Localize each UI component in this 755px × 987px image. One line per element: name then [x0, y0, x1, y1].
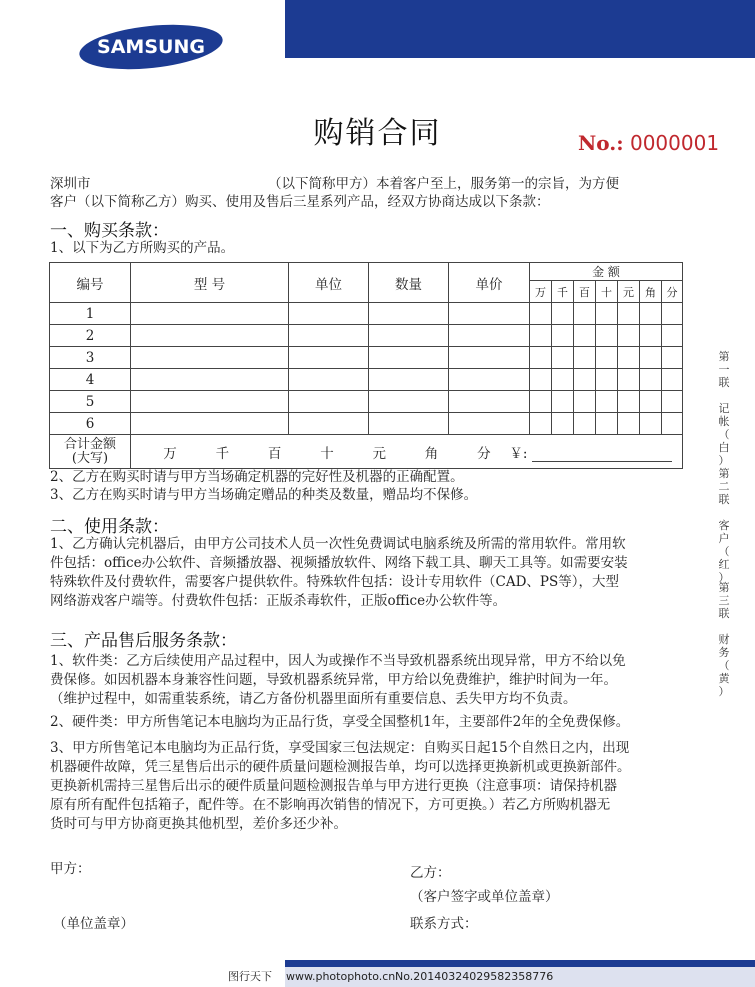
section3-line: 原有所有配件包括箱子，配件等。在不影响再次销售的情况下，方可更换。）若乙方所购机器无: [50, 797, 611, 813]
party-b-label: 乙方：: [410, 865, 451, 881]
amount-cell[interactable]: [574, 347, 596, 369]
section2-body: [50, 535, 628, 611]
row-number: 2: [50, 325, 131, 347]
amount-cell[interactable]: [618, 369, 640, 391]
intro-city: 深圳市: [50, 176, 91, 192]
section3-line: 货时可与甲方协商更换其他机型，差价多还少补。: [50, 816, 347, 832]
section2-line: 件包括：office办公软件、音频播放器、视频播放软件、网络下载工具、聊天工具等。如需要安装: [50, 555, 628, 571]
total-unit: 元: [372, 445, 386, 462]
amount-cell[interactable]: [662, 347, 683, 369]
amount-unit: 角: [640, 281, 662, 303]
amount-cell[interactable]: [662, 369, 683, 391]
section3-line: 1、软件类：乙方后续使用产品过程中，因人为或操作不当导致机器系统出现异常，甲方不给以免: [50, 653, 626, 669]
price-cell[interactable]: [449, 369, 530, 391]
section1-item2: 2、乙方在购买时请与甲方当场确定机器的完好性及机器的正确配置。: [50, 469, 464, 485]
col-header-price: 单价: [449, 263, 530, 303]
unit-cell[interactable]: [289, 325, 369, 347]
amount-cell[interactable]: [530, 391, 552, 413]
unit-cell[interactable]: [289, 369, 369, 391]
col-header-amount: 金 额: [530, 263, 683, 281]
amount-cell[interactable]: [640, 303, 662, 325]
amount-unit: 十: [596, 281, 618, 303]
table-row: [50, 413, 683, 435]
product-table: [49, 262, 683, 469]
unit-cell[interactable]: [289, 391, 369, 413]
amount-cell[interactable]: [662, 303, 683, 325]
table-row: [50, 303, 683, 325]
price-cell[interactable]: [449, 347, 530, 369]
amount-cell[interactable]: [552, 413, 574, 435]
contract-number: [578, 131, 719, 155]
watermark-site: www.photophoto.cn: [286, 970, 396, 983]
row-number: 3: [50, 347, 131, 369]
section3-line: 更换新机需持三星售后出示的硬件质量问题检测报告单与甲方进行更换（注意事项：请保持机器: [50, 778, 617, 794]
party-a-label: 甲方：: [50, 861, 91, 877]
amount-cell[interactable]: [618, 413, 640, 435]
row-number: 1: [50, 303, 131, 325]
amount-cell[interactable]: [596, 413, 618, 435]
side-note-copy3: 第 三 联 财 务 （ 黄 ）: [718, 581, 730, 698]
amount-cell[interactable]: [530, 347, 552, 369]
amount-cell[interactable]: [596, 325, 618, 347]
customer-sign-label: （客户签字或单位盖章）: [410, 889, 559, 905]
price-cell[interactable]: [449, 325, 530, 347]
price-cell[interactable]: [449, 413, 530, 435]
unit-cell[interactable]: [289, 303, 369, 325]
amount-cell[interactable]: [640, 413, 662, 435]
amount-unit: 分: [662, 281, 683, 303]
amount-cell[interactable]: [530, 325, 552, 347]
number-value: 0000001: [629, 131, 720, 155]
model-cell[interactable]: [131, 325, 289, 347]
amount-unit: 万: [530, 281, 552, 303]
watermark-brand: 图行天下: [228, 970, 272, 983]
section3-line: （维护过程中，如需重装系统，请乙方备份机器里面所有重要信息、丢失甲方均不负责。: [50, 691, 577, 707]
watermark-strip: [0, 967, 755, 987]
contact-label: 联系方式：: [410, 916, 478, 932]
quantity-cell[interactable]: [369, 303, 449, 325]
amount-cell[interactable]: [662, 325, 683, 347]
amount-cell[interactable]: [618, 325, 640, 347]
amount-cell[interactable]: [574, 369, 596, 391]
samsung-logo: [78, 24, 224, 70]
section1-item3: 3、乙方在购买时请与甲方当场确定赠品的种类及数量，赠品均不保修。: [50, 487, 478, 503]
section2-line: 特殊软件及付费软件，需要客户提供软件。特殊软件包括：设计专用软件（CAD、PS等），大型: [50, 574, 619, 590]
amount-cell[interactable]: [574, 391, 596, 413]
amount-cell[interactable]: [530, 413, 552, 435]
total-amount-cell[interactable]: [131, 435, 683, 469]
amount-unit: 千: [552, 281, 574, 303]
section2-heading: 二、使用条款：: [50, 517, 169, 537]
amount-cell[interactable]: [618, 391, 640, 413]
amount-cell[interactable]: [596, 369, 618, 391]
section3-line: 3、甲方所售笔记本电脑均为正品行货，享受国家三包法规定：自购买日起15个自然日之内，出现: [50, 740, 630, 756]
quantity-cell[interactable]: [369, 413, 449, 435]
amount-cell[interactable]: [574, 303, 596, 325]
amount-cell[interactable]: [640, 347, 662, 369]
row-number: 6: [50, 413, 131, 435]
amount-cell[interactable]: [640, 325, 662, 347]
section3-p2: 2、硬件类：甲方所售笔记本电脑均为正品行货，享受全国整机1年，主要部件2年的全免费保修。: [50, 714, 630, 730]
table-row: [50, 347, 683, 369]
number-label: No.:: [578, 131, 624, 155]
total-unit: 角: [424, 445, 439, 462]
section3-p3: [50, 739, 631, 834]
section3-heading: 三、产品售后服务条款：: [50, 631, 237, 651]
intro-line1: （以下简称甲方）本着客户至上，服务第一的宗旨，为方便: [268, 176, 619, 192]
amount-cell[interactable]: [552, 391, 574, 413]
document-title: 购销合同: [313, 116, 442, 151]
total-label: [50, 435, 131, 469]
total-unit: 万: [163, 445, 177, 462]
amount-cell[interactable]: [618, 303, 640, 325]
quantity-cell[interactable]: [369, 369, 449, 391]
amount-cell[interactable]: [552, 303, 574, 325]
total-unit: 十: [320, 445, 334, 462]
model-cell[interactable]: [131, 347, 289, 369]
total-label-line2: (大写): [71, 450, 109, 466]
col-header-quantity: 数量: [369, 263, 449, 303]
amount-cell[interactable]: [552, 347, 574, 369]
unit-cell[interactable]: [289, 413, 369, 435]
unit-seal-label: （单位盖章）: [53, 916, 134, 932]
intro-line2: 客户（以下简称乙方）购买、使用及售后三星系列产品，经双方协商达成以下条款：: [50, 194, 550, 210]
quantity-cell[interactable]: [369, 347, 449, 369]
header-blue-bar: [285, 0, 755, 58]
section3-p1: [50, 652, 626, 709]
model-cell[interactable]: [131, 413, 289, 435]
table-row: [50, 325, 683, 347]
col-header-number: 编号: [50, 263, 131, 303]
price-cell[interactable]: [449, 391, 530, 413]
amount-cell[interactable]: [530, 369, 552, 391]
col-header-unit: 单位: [289, 263, 369, 303]
amount-cell[interactable]: [596, 347, 618, 369]
amount-cell[interactable]: [662, 413, 683, 435]
row-number: 5: [50, 391, 131, 413]
total-unit: 千: [215, 445, 230, 462]
table-header-row: [50, 263, 683, 281]
logo-text: SAMSUNG: [97, 36, 205, 58]
section1-item1: 1、以下为乙方所购买的产品。: [50, 240, 235, 256]
table-row: [50, 369, 683, 391]
section3-line: 机器硬件故障，凭三星售后出示的硬件质量问题检测报告单，均可以选择更换新机或更换新部件。: [50, 759, 631, 775]
amount-cell[interactable]: [574, 325, 596, 347]
amount-cell[interactable]: [640, 391, 662, 413]
section1-heading: 一、购买条款：: [50, 221, 169, 241]
total-unit: 百: [267, 445, 282, 462]
section3-line: 费保修。如因机器本身兼容性问题，导致机器系统异常，甲方给以免费维护，维护时间为一年。: [50, 672, 617, 688]
amount-cell[interactable]: [618, 347, 640, 369]
amount-cell[interactable]: [596, 391, 618, 413]
section2-line: 1、乙方确认完机器后，由甲方公司技术人员一次性免费调试电脑系统及所需的常用软件。常用软: [50, 536, 626, 552]
amount-cell[interactable]: [662, 391, 683, 413]
amount-cell[interactable]: [640, 369, 662, 391]
model-cell[interactable]: [131, 369, 289, 391]
total-yen: ￥:: [509, 445, 528, 462]
amount-unit: 元: [618, 281, 640, 303]
amount-unit: 百: [574, 281, 596, 303]
table-row: [50, 391, 683, 413]
col-header-model: 型 号: [131, 263, 289, 303]
model-cell[interactable]: [131, 391, 289, 413]
amount-cell[interactable]: [552, 325, 574, 347]
amount-cell[interactable]: [530, 303, 552, 325]
amount-cell[interactable]: [596, 303, 618, 325]
unit-cell[interactable]: [289, 347, 369, 369]
quantity-cell[interactable]: [369, 325, 449, 347]
total-row: [50, 435, 683, 469]
total-yen-line: [532, 461, 672, 462]
model-cell[interactable]: [131, 303, 289, 325]
quantity-cell[interactable]: [369, 391, 449, 413]
amount-cell[interactable]: [574, 413, 596, 435]
side-note-copy1: 第 一 联 记 帐 （ 白 ）: [718, 350, 730, 467]
side-note-copy2: 第 二 联 客 户 （ 红 ）: [718, 467, 730, 584]
row-number: 4: [50, 369, 131, 391]
watermark-id: No.20140324029582358776: [395, 970, 554, 983]
total-label-line1: 合计金额: [63, 436, 116, 452]
total-unit: 分: [477, 445, 491, 462]
section2-line: 网络游戏客户端等。付费软件包括：正版杀毒软件，正版office办公软件等。: [50, 593, 507, 609]
amount-cell[interactable]: [552, 369, 574, 391]
price-cell[interactable]: [449, 303, 530, 325]
